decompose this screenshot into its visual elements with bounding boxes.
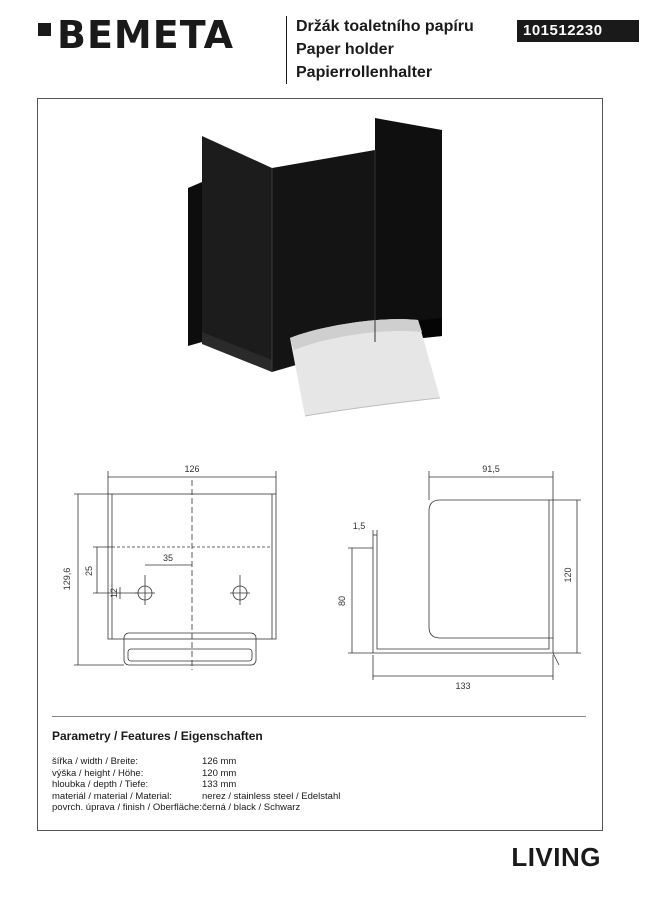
spec-label: povrch. úprava / finish / Oberfläche: — [52, 802, 202, 813]
dim-side-depth: 133 — [455, 681, 471, 691]
title-english: Paper holder — [296, 41, 394, 58]
dim-front-offset: 25 — [84, 565, 94, 577]
logo-text: BEMETA — [57, 13, 235, 57]
spec-label: výška / height / Höhe: — [52, 767, 144, 779]
spec-label: materiál / material / Material: — [52, 790, 172, 802]
spec-value: 133 mm — [202, 779, 237, 790]
logo-square — [38, 23, 51, 36]
dim-side-top: 91,5 — [482, 464, 500, 474]
features-title: Parametry / Features / Eigenschaften — [52, 729, 263, 743]
product-titles — [296, 15, 474, 84]
dim-side-height: 120 — [563, 567, 573, 583]
spec-label: hloubka / depth / Tiefe: — [52, 779, 149, 790]
features-separator — [52, 716, 586, 717]
dim-side-back-height: 80 — [337, 595, 347, 607]
technical-drawings — [40, 455, 600, 695]
dim-front-height: 129,6 — [62, 567, 72, 591]
spec-value: černá / black / Schwarz — [202, 802, 301, 813]
dim-front-spacing: 35 — [162, 553, 174, 563]
title-german: Papierrollenhalter — [296, 64, 433, 81]
spec-value: nerez / stainless steel / Edelstahl — [202, 790, 341, 802]
spec-label: šířka / width / Breite: — [52, 756, 139, 767]
spec-value: 126 mm — [202, 756, 237, 767]
brand-logo — [38, 14, 258, 56]
title-czech: Držák toaletního papíru — [296, 18, 474, 35]
front-view-drawing — [74, 471, 276, 670]
collection-name: LIVING — [511, 842, 601, 872]
dim-side-thickness: 1,5 — [352, 521, 366, 531]
product-photo — [180, 110, 470, 430]
header-divider — [286, 16, 287, 84]
spec-value: 120 mm — [202, 767, 237, 779]
side-view-drawing — [348, 471, 581, 680]
product-code: 101512230 — [517, 20, 639, 42]
dim-front-width: 126 — [184, 464, 200, 474]
dim-front-slot: 12 — [109, 587, 119, 599]
